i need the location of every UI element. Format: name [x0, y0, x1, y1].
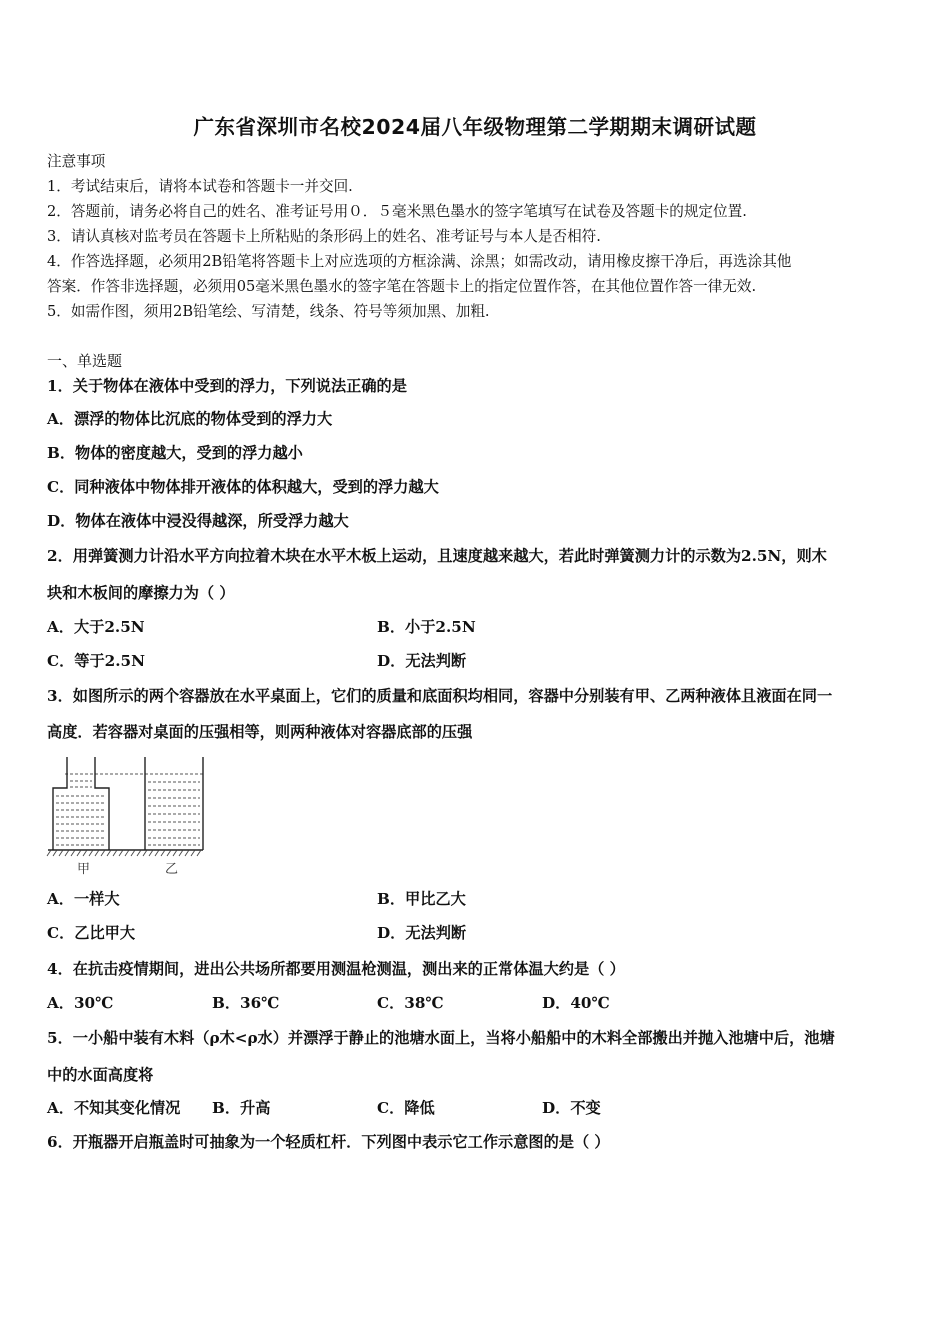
container-diagram [45, 752, 210, 882]
question-5-option-d: D．不变 [542, 1099, 601, 1117]
question-3-stem-cont: 高度．若容器对桌面的压强相等，则两种液体对容器底部的压强 [47, 723, 473, 741]
notice-item: 3．请认真核对监考员在答题卡上所粘贴的条形码上的姓名、准考证号与本人是否相符. [47, 228, 601, 245]
question-5-option-c: C．降低 [377, 1099, 435, 1117]
question-2-option-c: C．等于2.5N [47, 652, 145, 670]
notice-item: 1．考试结束后，请将本试卷和答题卡一并交回. [47, 178, 353, 195]
question-5-option-a: A．不知其变化情况 [47, 1099, 181, 1117]
label-jia: 甲 [77, 862, 91, 877]
question-2-option-d: D．无法判断 [377, 652, 467, 670]
label-yi: 乙 [165, 862, 179, 877]
question-1-option-c: C．同种液体中物体排开液体的体积越大，受到的浮力越大 [47, 478, 439, 496]
question-5-option-b: B．升高 [212, 1099, 271, 1117]
notice-heading: 注意事项 [47, 153, 106, 170]
question-1-option-b: B．物体的密度越大，受到的浮力越小 [47, 444, 303, 462]
question-6-stem: 6．开瓶器开启瓶盖时可抽象为一个轻质杠杆．下列图中表示它工作示意图的是（ ） [47, 1133, 610, 1151]
page-title: 广东省深圳市名校2024届八年级物理第二学期期末调研试题 [193, 115, 757, 139]
question-2-option-b: B．小于2.5N [377, 618, 476, 636]
question-2-stem: 2．用弹簧测力计沿水平方向拉着木块在水平木板上运动，且速度越来越大，若此时弹簧测力计的示数为2.5N，则木 [47, 547, 827, 565]
question-4-option-b: B．36℃ [212, 994, 280, 1012]
question-1-stem: 1．关于物体在液体中受到的浮力，下列说法正确的是 [47, 377, 407, 395]
question-3-option-c: C．乙比甲大 [47, 924, 136, 942]
question-4-option-c: C．38℃ [377, 994, 444, 1012]
question-2-stem-cont: 块和木板间的摩擦力为（ ） [47, 584, 235, 602]
section-heading: 一、单选题 [47, 352, 123, 370]
question-2-option-a: A．大于2.5N [47, 618, 145, 636]
question-4-option-d: D．40℃ [542, 994, 610, 1012]
question-1-option-d: D．物体在液体中浸没得越深，所受浮力越大 [47, 512, 349, 530]
container-jia [53, 757, 109, 850]
container-yi [145, 757, 203, 850]
question-5-stem-cont: 中的水面高度将 [47, 1066, 154, 1084]
question-4-option-a: A．30℃ [47, 994, 114, 1012]
question-3-option-a: A．一样大 [47, 890, 120, 908]
question-4-stem: 4．在抗击疫情期间，进出公共场所都要用测温枪测温，测出来的正常体温大约是（ ） [47, 960, 625, 978]
question-3-stem: 3．如图所示的两个容器放在水平桌面上，它们的质量和底面积均相同，容器中分别装有甲、乙两种液体且液面在同一 [47, 687, 833, 705]
question-3-option-b: B．甲比乙大 [377, 890, 466, 908]
notice-item: 4．作答选择题，必须用2B铅笔将答题卡上对应选项的方框涂满、涂黑；如需改动，请用橡皮擦干净后，再选涂其他 [47, 253, 792, 270]
notice-item: 2．答题前，请务必将自己的姓名、准考证号用０．５毫米黑色墨水的签字笔填写在试卷及答题卡的规定位置. [47, 203, 747, 220]
notice-item: 5．如需作图，须用2B铅笔绘、写清楚，线条、符号等须加黑、加粗. [47, 303, 490, 320]
question-1-option-a: A．漂浮的物体比沉底的物体受到的浮力大 [47, 410, 333, 428]
question-3-option-d: D．无法判断 [377, 924, 467, 942]
table-surface [47, 850, 203, 856]
question-5-stem: 5．一小船中装有木料（ρ木<ρ水）并漂浮于静止的池塘水面上，当将小船船中的木料全部搬出并抛入池塘中后，池塘 [47, 1029, 835, 1047]
notice-item: 答案．作答非选择题，必须用05毫米黑色墨水的签字笔在答题卡上的指定位置作答，在其他位置作答一律无效. [47, 278, 757, 295]
